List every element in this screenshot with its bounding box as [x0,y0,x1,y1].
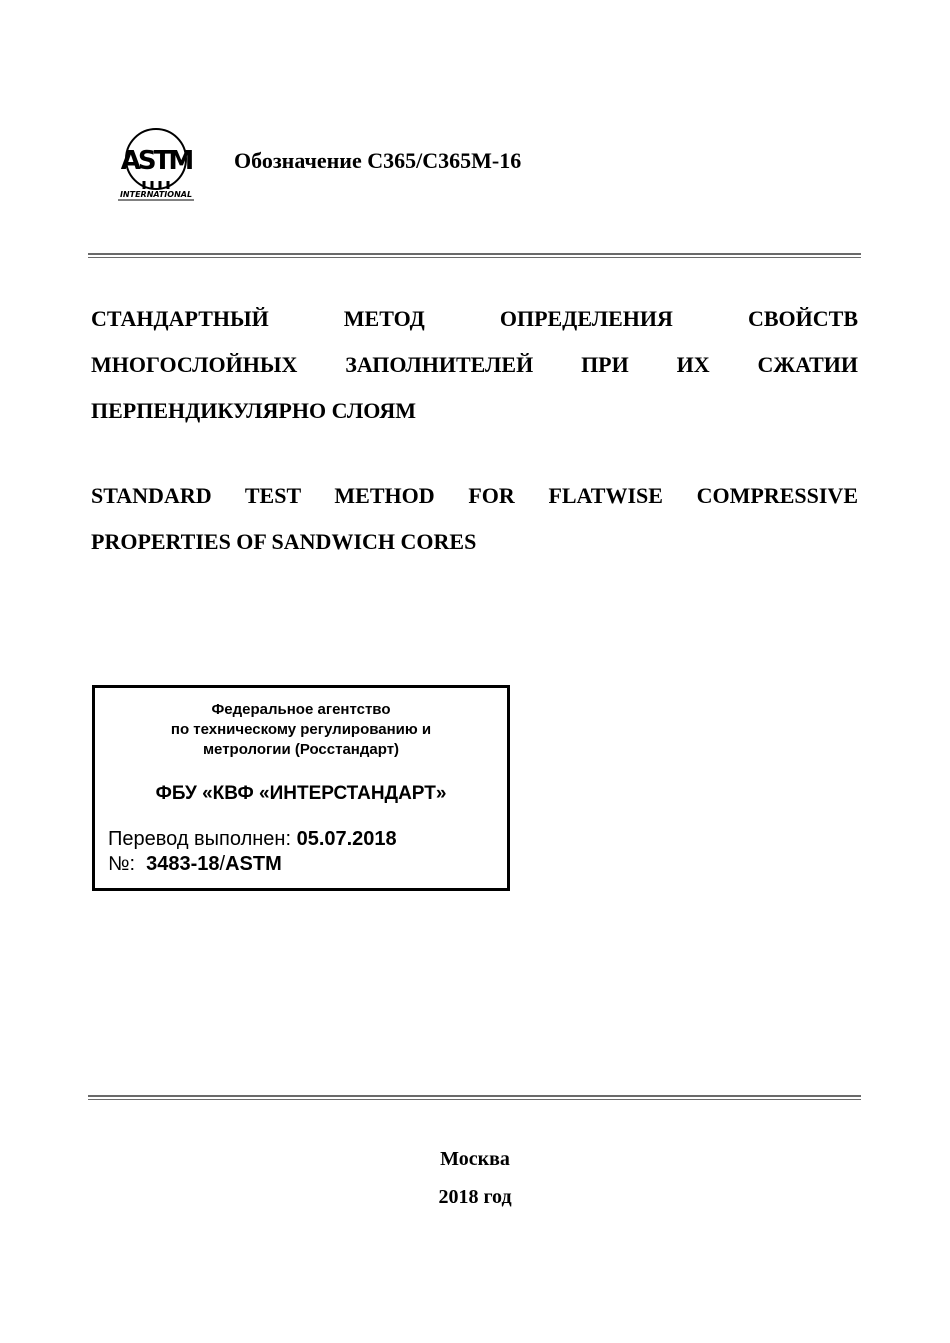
document-designation: Обозначение C365/C365M-16 [234,148,522,173]
agency-line-1: Федеральное агентство [211,701,391,718]
translation-number-separator: / [219,853,226,875]
translation-date-value: 05.07.2018 [296,828,397,850]
title-ru-line-3: ПЕРПЕНДИКУЛЯРНО СЛОЯМ [91,398,416,423]
organization-name: ФБУ «КВФ «ИНТЕРСТАНДАРТ» [155,783,447,804]
astm-logo [110,123,202,203]
bottom-divider [88,1095,861,1100]
translation-info-box [92,685,510,891]
title-english [91,473,858,565]
translation-number-suffix: ASTM [225,853,282,875]
agency-line-2: по техническому регулированию и [170,721,432,738]
logo-mark-text: ASTM [120,146,192,176]
agency-name [95,700,507,760]
publication-year: 2018 год [438,1186,512,1208]
title-russian [91,296,858,434]
translation-number-value: 3483-18 [146,853,220,875]
title-ru-line-2: МНОГОСЛОЙНЫХ ЗАПОЛНИТЕЛЕЙ ПРИ ИХ СЖАТИИ [91,352,858,377]
agency-line-3: метрологии (Росстандарт) [202,741,400,758]
title-ru-line-1: СТАНДАРТНЫЙ МЕТОД ОПРЕДЕЛЕНИЯ СВОЙСТВ [91,306,858,331]
translation-date [108,826,397,852]
title-en-line-2: PROPERTIES OF SANDWICH CORES [91,529,477,554]
translation-date-label: Перевод выполнен: [108,828,292,850]
translation-number-label: №: [108,853,136,875]
publication-city: Москва [440,1148,510,1170]
title-en-line-1: STANDARD TEST METHOD FOR FLATWISE COMPRESSIVE [91,483,858,508]
translation-number [108,851,282,877]
top-divider [88,253,861,258]
logo-sub-text: INTERNATIONAL [119,190,193,199]
